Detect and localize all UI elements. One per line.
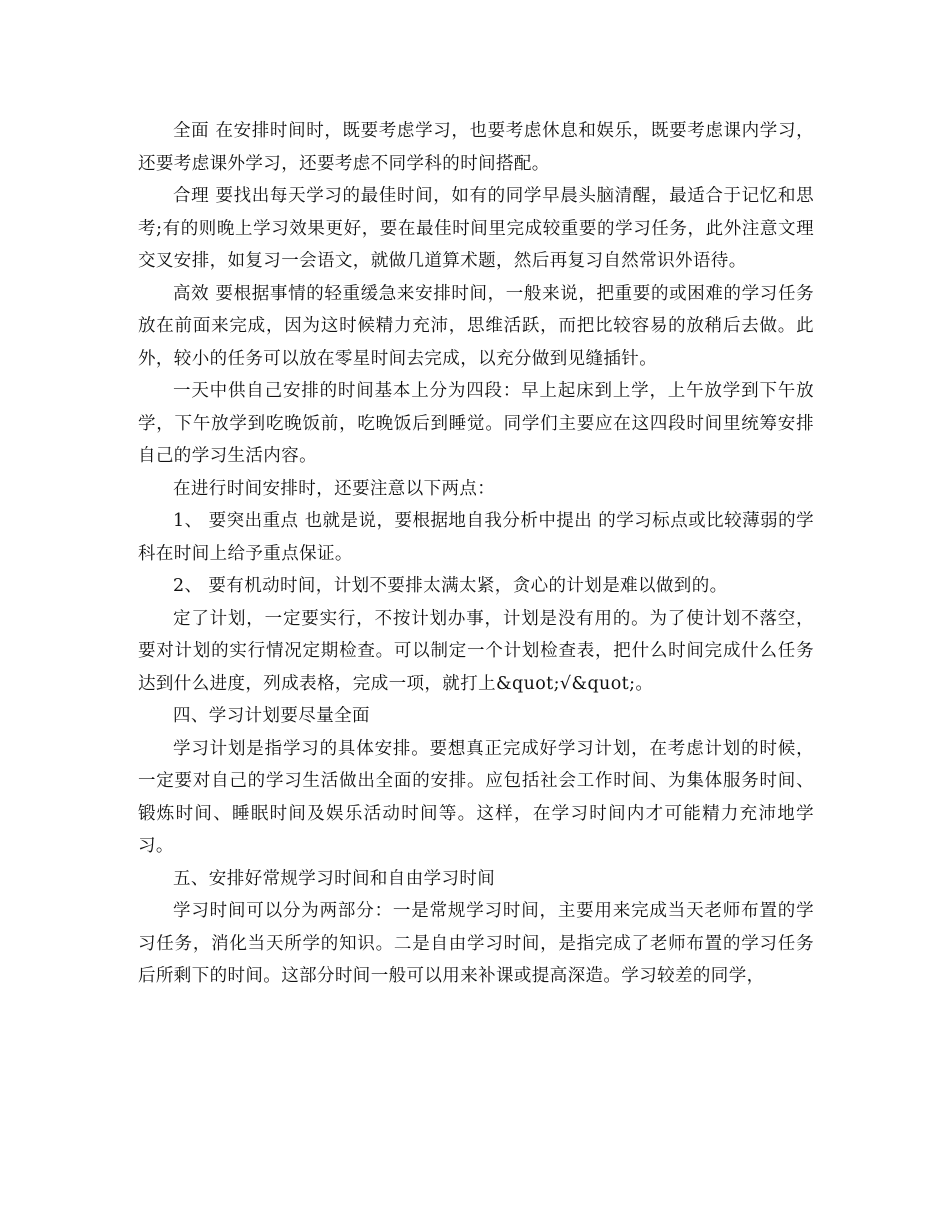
paragraph-plan-comprehensive: 学习计划是指学习的具体安排。要想真正完成好学习计划，在考虑计划的时候，一定要对自己的学习生活做出全面的安排。应包括社会工作时间、为集体服务时间、锻炼时间、睡眠时间及娱乐活动时间等。这样，在学习时间内才可能精力充沛地学习。 [138,738,814,856]
paragraph-four-periods: 一天中供自己安排的时间基本上分为四段：早上起床到上学，上午放学到下午放学，下午放学到吃晚饭前，吃晚饭后到睡觉。同学们主要应在这四段时间里统筹安排自己的学习生活内容。 [138,381,814,466]
paragraph-point-2: 2、 要有机动时间，计划不要排太满太紧，贪心的计划是难以做到的。 [173,576,728,596]
paragraph-point-1: 1、 要突出重点 也就是说，要根据地自我分析中提出 的学习标点或比较薄弱的学科在时间上给予重点保证。 [138,511,814,564]
document-body [138,115,814,993]
paragraph-study-time: 学习时间可以分为两部分：一是常规学习时间，主要用来完成当天老师布置的学习任务，消化当天所学的知识。二是自由学习时间，是指完成了老师布置的学习任务后所剩下的时间。这部分时间一般可以用来补课或提高深造。学习较差的同学， [138,901,814,986]
section-heading-4: 四、学习计划要尽量全面 [173,706,370,726]
paragraph-two-points-intro: 在进行时间安排时，还要注意以下两点： [173,478,496,499]
paragraph-comprehensive: 全面 在安排时间时，既要考虑学习，也要考虑休息和娱乐，既要考虑课内学习，还要考虑课外学习，还要考虑不同学科的时间搭配。 [138,121,814,174]
section-heading-5: 五、安排好常规学习时间和自由学习时间 [173,868,496,889]
paragraph-execute-plan: 定了计划，一定要实行，不按计划办事，计划是没有用的。为了使计划不落空，要对计划的实行情况定期检查。可以制定一个计划检查表，把什么时间完成什么任务达到什么进度，列成表格，完成一项，就打上&quot;√&quot;。 [138,608,814,694]
paragraph-reasonable: 合理 要找出每天学习的最佳时间，如有的同学早晨头脑清醒，最适合于记忆和思考;有的则晚上学习效果更好，要在最佳时间里完成较重要的学习任务，此外注意文理交叉安排，如复习一会语文，就做几道算术题，然后再复习自然常识外语待。 [138,186,814,271]
paragraph-efficient: 高效 要根据事情的轻重缓急来安排时间，一般来说，把重要的或困难的学习任务放在前面来完成，因为这时候精力充沛，思维活跃，而把比较容易的放稍后去做。此外，较小的任务可以放在零星时间去完成，以充分做到见缝插针。 [138,283,814,369]
